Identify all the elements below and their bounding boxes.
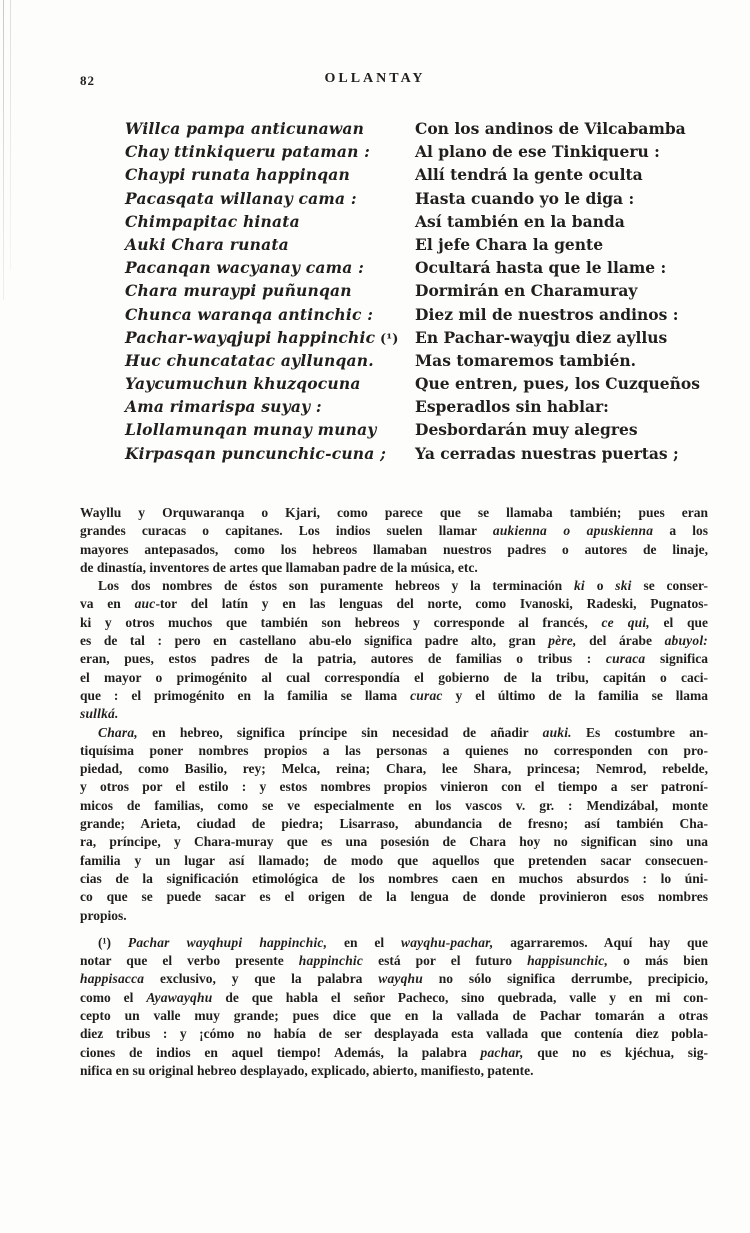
text-segment: va en bbox=[80, 596, 135, 612]
emphasized-term: Pachar wayqhupi happinchic, bbox=[127, 934, 328, 950]
text-segment: nifica en su original hebreo desplayado, explicado, abierto, manifiesto, patente. bbox=[80, 1062, 534, 1078]
text-segment: Wayllu y Orquwaranqa o Kjari, como parece que se llamaba también; pues eran bbox=[80, 505, 708, 520]
text-segment: a los bbox=[653, 523, 708, 539]
text-line bbox=[80, 760, 708, 778]
verse-spanish-text: Al plano de ese Tinkiqueru : bbox=[415, 142, 660, 162]
text-segment: o más bien bbox=[608, 953, 709, 969]
verse-spanish-text: Ya cerradas nuestras puertas ; bbox=[415, 443, 679, 463]
text-line bbox=[80, 705, 708, 723]
text-line bbox=[80, 970, 708, 988]
verse-spanish-text: Con los andinos de Vilcabamba bbox=[415, 119, 686, 138]
emphasized-term: abuyol: bbox=[664, 633, 708, 649]
verse-quechua-text: Chaypi runata happinqan bbox=[125, 165, 351, 185]
text-line bbox=[80, 852, 708, 870]
verse-spanish-text: Ocultará hasta que le llame : bbox=[415, 258, 667, 278]
verse-spanish-text: El jefe Chara la gente bbox=[415, 234, 604, 254]
text-line bbox=[80, 833, 708, 851]
text-segment: de dinastía, inventores de artes que llamaban padre de la música, etc. bbox=[80, 559, 478, 575]
text-line bbox=[80, 1062, 708, 1080]
footnote-marker: (¹) bbox=[375, 331, 399, 347]
verse-spanish-text: En Pachar-wayqju diez ayllus bbox=[415, 327, 668, 347]
commentary-paragraph bbox=[80, 577, 708, 723]
text-line bbox=[80, 1044, 708, 1062]
emphasized-term: curac bbox=[410, 687, 443, 703]
verse-spanish-text: Diez mil de nuestros andinos : bbox=[415, 304, 679, 324]
emphasized-term: ce qui, bbox=[601, 614, 650, 630]
verse-line bbox=[125, 256, 710, 279]
text-segment: propios. bbox=[80, 907, 127, 923]
emphasized-term: ki bbox=[573, 578, 585, 594]
text-segment: el que bbox=[649, 614, 708, 630]
text-segment: se conser- bbox=[631, 578, 708, 594]
text-segment: no sólo significa derrumbe, precipicio, bbox=[422, 971, 709, 987]
emphasized-term: wayqhu-pachar, bbox=[400, 934, 494, 950]
verse-quechua-text: Chara muraypi puñunqan bbox=[125, 281, 352, 301]
text-segment: grande; Arieta, ciudad de piedra; Lisarraso, abundancia de fresno; así también Cha- bbox=[80, 816, 708, 832]
text-segment: exclusivo, y que la palabra bbox=[144, 971, 379, 987]
verse-line bbox=[125, 163, 710, 186]
emphasized-term: auc bbox=[134, 596, 156, 612]
verse-quechua-text: Huc chuncatatac ayllunqan. bbox=[125, 350, 374, 370]
verse-spanish-text: Esperadlos sin hablar: bbox=[415, 397, 609, 417]
text-segment: familia y un lugar así llamado; de modo que aquellos que pretenden sacar consecuen- bbox=[80, 852, 708, 868]
text-segment: del árabe bbox=[576, 633, 665, 649]
text-segment: (¹) bbox=[98, 934, 128, 950]
text-line bbox=[80, 650, 708, 668]
text-line bbox=[80, 724, 708, 742]
text-line bbox=[80, 541, 708, 559]
verse-line bbox=[125, 187, 710, 210]
emphasized-term: wayqhu bbox=[378, 971, 423, 987]
text-line bbox=[80, 522, 708, 540]
text-segment: que no es kjéchua, sig- bbox=[523, 1044, 709, 1060]
verse-spanish-text: Dormirán en Charamuray bbox=[415, 281, 638, 301]
text-segment: en el bbox=[327, 934, 401, 950]
text-line bbox=[80, 870, 708, 888]
verse-quechua-text: Pacanqan wacyanay cama : bbox=[125, 258, 365, 278]
text-segment: ki y otros muchos que también son hebreos y corresponde al francés, bbox=[80, 614, 602, 630]
emphasized-term: Ayawayqhu bbox=[146, 989, 213, 1005]
commentary-paragraph bbox=[80, 504, 708, 577]
scan-edge-line bbox=[10, 0, 11, 270]
verse-quechua-text: Ama rimarispa suyay : bbox=[125, 397, 322, 417]
text-line bbox=[80, 559, 708, 577]
text-segment: de que habla el señor Pacheco, sino quebrada, valle y en mi con- bbox=[212, 989, 708, 1005]
text-line bbox=[80, 797, 708, 815]
verse-quechua-text: Chay ttinkiqueru pataman : bbox=[125, 142, 371, 162]
text-line bbox=[80, 742, 708, 760]
text-line bbox=[80, 952, 708, 970]
text-segment: Es costumbre an- bbox=[571, 724, 708, 740]
text-segment: tiquísima poner nombres propios a las personas a quienes no corresponden con pro- bbox=[80, 742, 708, 758]
verse-spanish-text: Desbordarán muy alegres bbox=[415, 420, 638, 440]
text-line bbox=[80, 989, 708, 1007]
footnote-paragraph bbox=[80, 934, 708, 1080]
emphasized-term: happisunchic, bbox=[527, 953, 609, 969]
verse-line bbox=[125, 303, 710, 326]
text-line bbox=[80, 632, 708, 650]
verse-quechua-text: Willca pampa anticunawan bbox=[125, 119, 365, 138]
text-line bbox=[80, 614, 708, 632]
verse-line bbox=[125, 442, 710, 465]
verse-line bbox=[125, 140, 710, 163]
text-segment: ciones de indios en aquel tiempo! Además, la palabra bbox=[80, 1044, 481, 1060]
text-segment: y otros por el estilo : y estos nombres propios vinieron con el tiempo a ser patroní- bbox=[80, 779, 708, 795]
verse-line bbox=[125, 279, 710, 302]
verse-quechua-text: Pachar-wayqjupi happinchic (¹) bbox=[125, 327, 399, 347]
text-segment: -tor del latín y en las lenguas del norte, como Ivanoski, Radeski, Pugnatos- bbox=[155, 596, 709, 612]
verse-line bbox=[125, 372, 710, 395]
text-segment: grandes curacas o capitanes. Los indios suelen llamar bbox=[80, 523, 493, 539]
text-segment: y el último de la familia se llama bbox=[442, 687, 709, 703]
text-segment: ra, príncipe, y Chara-muray que es una posesión de Chara hoy no significan sino una bbox=[80, 834, 708, 850]
text-segment: cias de la significación etimológica de los nombres caen en muchos absurdos : lo úni- bbox=[80, 870, 708, 886]
text-segment: Los dos nombres de éstos son puramente hebreos y la terminación bbox=[98, 578, 574, 594]
emphasized-term: ski bbox=[615, 578, 632, 594]
text-line bbox=[80, 577, 708, 595]
verse-line bbox=[125, 418, 710, 441]
emphasized-term: happinchic bbox=[298, 953, 364, 969]
commentary-paragraph bbox=[80, 724, 708, 925]
text-line bbox=[80, 888, 708, 906]
text-line bbox=[80, 669, 708, 687]
text-line bbox=[80, 595, 708, 613]
emphasized-term: happisacca bbox=[80, 971, 145, 987]
verse-quechua-text: Llollamunqan munay munay bbox=[125, 420, 377, 440]
verse-block bbox=[125, 117, 710, 465]
verse-line bbox=[125, 233, 710, 256]
text-segment: micos de familias, como se ve especialmente en los vascos v. gr. : Mendizábal, monte bbox=[80, 797, 708, 813]
emphasized-term: sullká. bbox=[80, 706, 119, 722]
text-segment: co que se puede sacar es el origen de la lengua de donde provinieron esos nombres bbox=[80, 889, 708, 905]
text-segment: que : el primogénito en la familia se llama bbox=[80, 687, 411, 703]
text-segment: cepto un valle muy grande; pues dice que en la vallada de Pachar tomarán a otras bbox=[80, 1008, 708, 1024]
text-segment: notar que el verbo presente bbox=[80, 953, 299, 969]
verse-line bbox=[125, 349, 710, 372]
running-header-title: OLLANTAY bbox=[324, 71, 426, 86]
text-line bbox=[80, 1007, 708, 1025]
verse-line bbox=[125, 326, 710, 349]
verse-quechua-text: Kirpasqan puncunchic-cuna ; bbox=[125, 443, 387, 463]
verse-spanish-text: Mas tomaremos también. bbox=[415, 350, 637, 370]
text-segment: el mayor o primogénito al cual correspondía el gobierno de la tribu, capitán o caci- bbox=[80, 669, 708, 685]
text-line bbox=[80, 504, 708, 522]
verse-quechua-text: Chunca waranqa antinchic : bbox=[125, 304, 374, 324]
verse-quechua-text: Chimpapitac hinata bbox=[125, 211, 300, 231]
text-line bbox=[80, 934, 708, 952]
verse-spanish-text: Hasta cuando yo le diga : bbox=[415, 188, 635, 208]
verse-spanish-text: Que entren, pues, los Cuzqueños bbox=[415, 374, 700, 394]
verse-line bbox=[125, 395, 710, 418]
text-segment: diez tribus : y ¡cómo no había de ser desplayada esta vallada que contenía diez pobla- bbox=[80, 1026, 708, 1042]
emphasized-term: auki. bbox=[542, 724, 572, 740]
text-line bbox=[80, 907, 708, 925]
text-segment: eran, pues, estos padres de la patria, autores de familias o tribus : bbox=[80, 651, 606, 667]
commentary-block bbox=[80, 504, 708, 1080]
verse-spanish-text: Así también en la banda bbox=[415, 211, 625, 231]
text-segment: como el bbox=[80, 989, 147, 1005]
verse-quechua-text: Yaycumuchun khuzqocuna bbox=[125, 374, 361, 394]
text-line bbox=[80, 778, 708, 796]
page-number: 82 bbox=[80, 73, 95, 88]
verse-quechua-text: Auki Chara runata bbox=[125, 234, 289, 254]
verse-line bbox=[125, 117, 710, 140]
emphasized-term: père, bbox=[548, 633, 577, 649]
text-line bbox=[80, 687, 708, 705]
scan-edge-line bbox=[3, 0, 4, 300]
emphasized-term: aukienna o apuskienna bbox=[492, 523, 654, 539]
verse-line bbox=[125, 210, 710, 233]
text-segment: en hebreo, significa príncipe sin necesidad de añadir bbox=[137, 724, 543, 740]
text-segment: mayores antepasados, como los hebreos llamaban nuestros padres o autores de linaje, bbox=[80, 541, 708, 557]
text-segment: piedad, como Basilio, rey; Melca, reina; Chara, lee Shara, princesa; Nemrod, rebelde, bbox=[80, 761, 708, 777]
verse-spanish-text: Allí tendrá la gente oculta bbox=[415, 165, 643, 185]
emphasized-term: Chara, bbox=[98, 724, 138, 740]
text-segment: agarraremos. Aquí hay que bbox=[493, 934, 708, 950]
text-line bbox=[80, 1025, 708, 1043]
verse-quechua-text: Pacasqata willanay cama : bbox=[125, 188, 357, 208]
text-segment: significa bbox=[645, 651, 708, 667]
text-segment: o bbox=[584, 578, 616, 594]
emphasized-term: curaca bbox=[605, 651, 646, 667]
text-line bbox=[80, 815, 708, 833]
text-segment: es de tal : pero en castellano abu-elo significa padre alto, gran bbox=[80, 633, 549, 649]
text-segment: está por el futuro bbox=[363, 953, 528, 969]
emphasized-term: pachar, bbox=[480, 1044, 524, 1060]
